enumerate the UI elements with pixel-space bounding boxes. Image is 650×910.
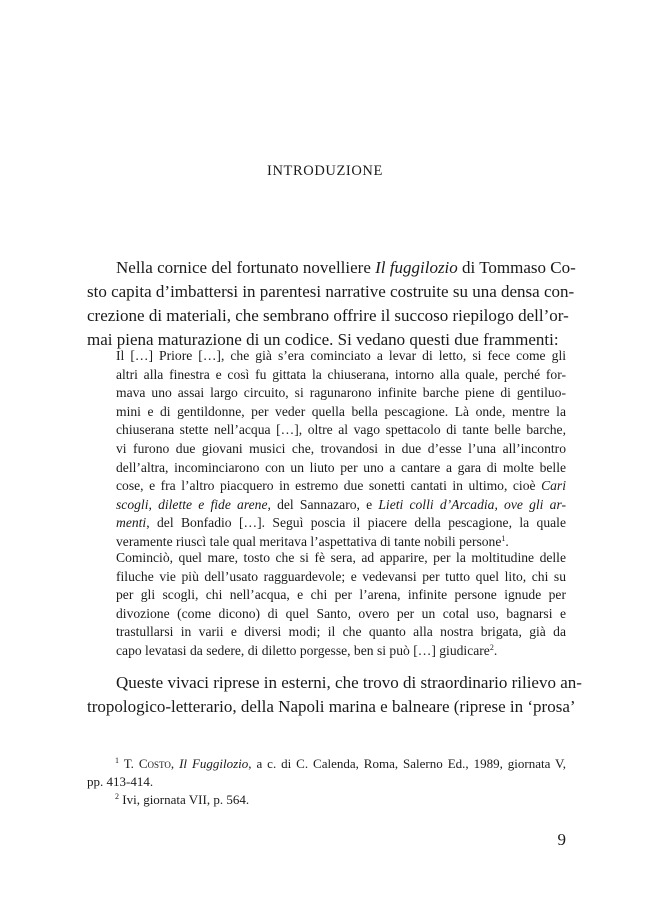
quote-line: chiuserana stette nell’acqua […], oltre al vago spettacolo di tante belle barche,	[116, 422, 566, 438]
chapter-heading: INTRODUZIONE	[267, 163, 383, 179]
quote-line: Cominciò, quel mare, tosto che si fè sera, ad apparire, per la moltitudine delle	[116, 550, 566, 565]
block-quote-first	[116, 347, 566, 552]
quote-line: cose, e fra l’altro piacquero in estremo due sonetti cantati in ultimo, cioè Cari	[116, 478, 566, 494]
quote-line: menti, del Bonfadio […]. Seguì poscia il piacere della pescagione, la quale	[116, 515, 566, 531]
text-line: sto capita d’imbattersi in parentesi narrative costruite su una densa con-	[87, 282, 575, 301]
text-line: Nella cornice del fortunato novelliere Il fuggilozio di Tommaso Co-	[116, 258, 576, 277]
quote-line: Il […] Priore […], che già s’era cominciato a levar di letto, si fece come gli	[116, 348, 566, 363]
footnote-2: $^2$ Ivi, giornata VII, p. 564.	[115, 792, 250, 807]
page-number: 9	[557, 830, 566, 849]
quote-line: trastullarsi in varii e diversi modi; il che quanto alla nostra brigata, già da	[116, 624, 566, 640]
opening-paragraph	[87, 256, 576, 352]
closing-paragraph	[87, 671, 582, 719]
quote-line: veramente riuscì tale qual meritava l’aspettativa di tante nobili persone$^1$.	[116, 533, 509, 549]
quote-line: dell’altra, incominciarono con un liuto per uno a cantare a gara di molte belle	[116, 459, 566, 475]
text-line: Queste vivaci riprese in esterni, che trovo di straordinario rilievo an-	[116, 673, 582, 692]
quote-line: altri alla finestra e così fu gittata la chiuserana, intorno alla quale, perché for-	[116, 366, 566, 382]
footnotes	[87, 755, 566, 809]
text-line: mai piena maturazione di un codice. Si vedano questi due frammenti:	[87, 330, 559, 349]
footnote-1: $^1$ T. Costo, Il Fuggilozio, a c. di C. Calenda, Roma, Salerno Ed., 1989, giornata V,	[115, 756, 567, 771]
block-quote-second	[116, 549, 566, 661]
quote-line: per gli scogli, chi nell’acqua, e chi per l’arena, infinite persone ignude per	[116, 587, 566, 603]
quote-line: filuche vie più dell’usato ragguardevole; e vedevansi per tutto quel lito, chi su	[116, 568, 566, 584]
quote-line: scogli, dilette e fide arene, del Sannazaro, e Lieti colli d’Arcadia, ove gli ar-	[116, 496, 567, 512]
quote-line: mava uno assai largo circuito, si ragunarono infinite barche piene di gentiluo-	[116, 385, 566, 401]
footnote-reference: 2	[489, 642, 494, 652]
quote-line: divozione (come dicono) di quel Santo, overo per un cotal uso, bagnarsi e	[116, 605, 566, 621]
quote-line: capo levatasi da sedere, di diletto porgesse, ben si può […] giudicare$^2$.	[116, 642, 498, 658]
footnote-reference: 1	[501, 533, 506, 543]
quote-line: vi furono due giovani musici che, trovandosi in due d’esse l’una all’incontro	[116, 440, 566, 456]
text-line: tropologico-letterario, della Napoli marina e balneare (riprese in ‘prosa’	[87, 697, 576, 716]
text-line: crezione di materiali, che sembrano offrire il succoso riepilogo dell’or-	[87, 306, 569, 325]
quote-line: mini e di gentildonne, per veder quella bella pescagione. Là onde, mentre la	[116, 403, 566, 419]
footnote-1-continued: pp. 413-414.	[87, 774, 154, 789]
work-title: Il fuggilozio	[375, 258, 458, 277]
